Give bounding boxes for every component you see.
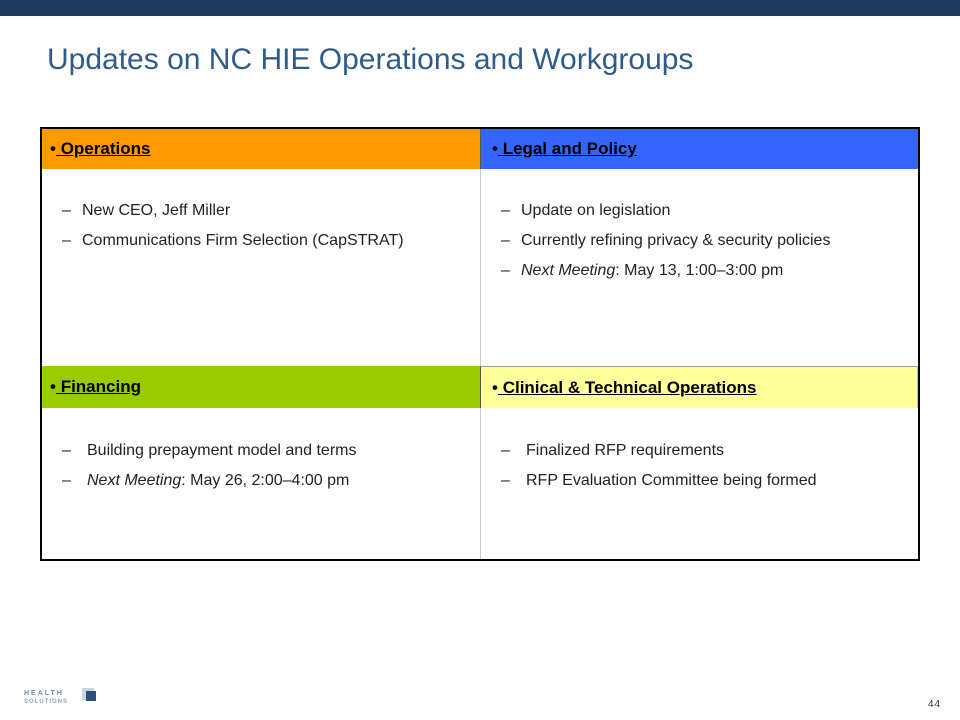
header-operations — [42, 129, 480, 169]
dash-marker: – — [501, 262, 510, 279]
list-item — [501, 226, 918, 256]
item-list — [501, 196, 918, 286]
body-financing — [42, 408, 480, 559]
dash-marker: – — [501, 202, 510, 219]
dash-marker: – — [501, 442, 510, 459]
item-text: Update on legislation — [521, 202, 671, 219]
item-text: : May 13, 1:00–3:00 pm — [615, 262, 784, 279]
health-solutions-logo — [24, 686, 98, 714]
bullet-marker: • — [492, 377, 498, 397]
body-legal-and-policy — [480, 169, 918, 366]
body-clinical-technical-operations — [480, 408, 918, 559]
header-label: Legal and Policy — [502, 139, 637, 158]
item-list — [62, 196, 480, 256]
header-label: Operations — [60, 139, 151, 158]
item-text: Currently refining privacy & security policies — [521, 232, 831, 249]
top-bar — [0, 0, 960, 16]
dash-marker: – — [62, 202, 71, 219]
workgroup-table — [40, 127, 920, 561]
bullet-marker: • — [50, 139, 56, 158]
list-item — [501, 436, 918, 466]
dash-marker: – — [62, 232, 71, 249]
item-text: RFP Evaluation Committee being formed — [526, 472, 817, 489]
list-item — [501, 196, 918, 226]
body-operations — [42, 169, 480, 366]
list-item — [62, 466, 480, 496]
dash-marker: – — [62, 442, 71, 459]
header-label: Clinical & Technical Operations — [502, 377, 757, 397]
item-text: Building prepayment model and terms — [87, 442, 357, 459]
bullet-marker: • — [50, 377, 56, 396]
list-item — [62, 226, 480, 256]
item-text: Communications Firm Selection (CapSTRAT) — [82, 232, 404, 249]
slide-title: Updates on NC HIE Operations and Workgroups — [47, 43, 694, 76]
list-item — [501, 466, 918, 496]
list-item — [62, 436, 480, 466]
bullet-marker: • — [492, 139, 498, 158]
list-item — [501, 256, 918, 286]
header-financing — [42, 366, 480, 408]
dash-marker: – — [62, 472, 71, 489]
page-number: 44 — [928, 699, 942, 710]
dash-marker: – — [501, 472, 510, 489]
item-list — [501, 436, 918, 496]
item-list — [62, 436, 480, 496]
next-meeting-label: Next Meeting — [521, 262, 616, 279]
logo-line-2: SOLUTIONS — [24, 699, 69, 705]
logo-line-1: HEALTH — [24, 690, 64, 697]
item-text: New CEO, Jeff Miller — [82, 202, 231, 219]
header-legal-and-policy — [480, 129, 918, 169]
item-text: Finalized RFP requirements — [526, 442, 725, 459]
next-meeting-label: Next Meeting — [87, 472, 182, 489]
logo-square-icon — [86, 691, 96, 701]
header-clinical-technical-operations — [480, 366, 918, 408]
item-text: : May 26, 2:00–4:00 pm — [181, 472, 350, 489]
dash-marker: – — [501, 232, 510, 249]
header-label: Financing — [60, 377, 141, 396]
list-item — [62, 196, 480, 226]
